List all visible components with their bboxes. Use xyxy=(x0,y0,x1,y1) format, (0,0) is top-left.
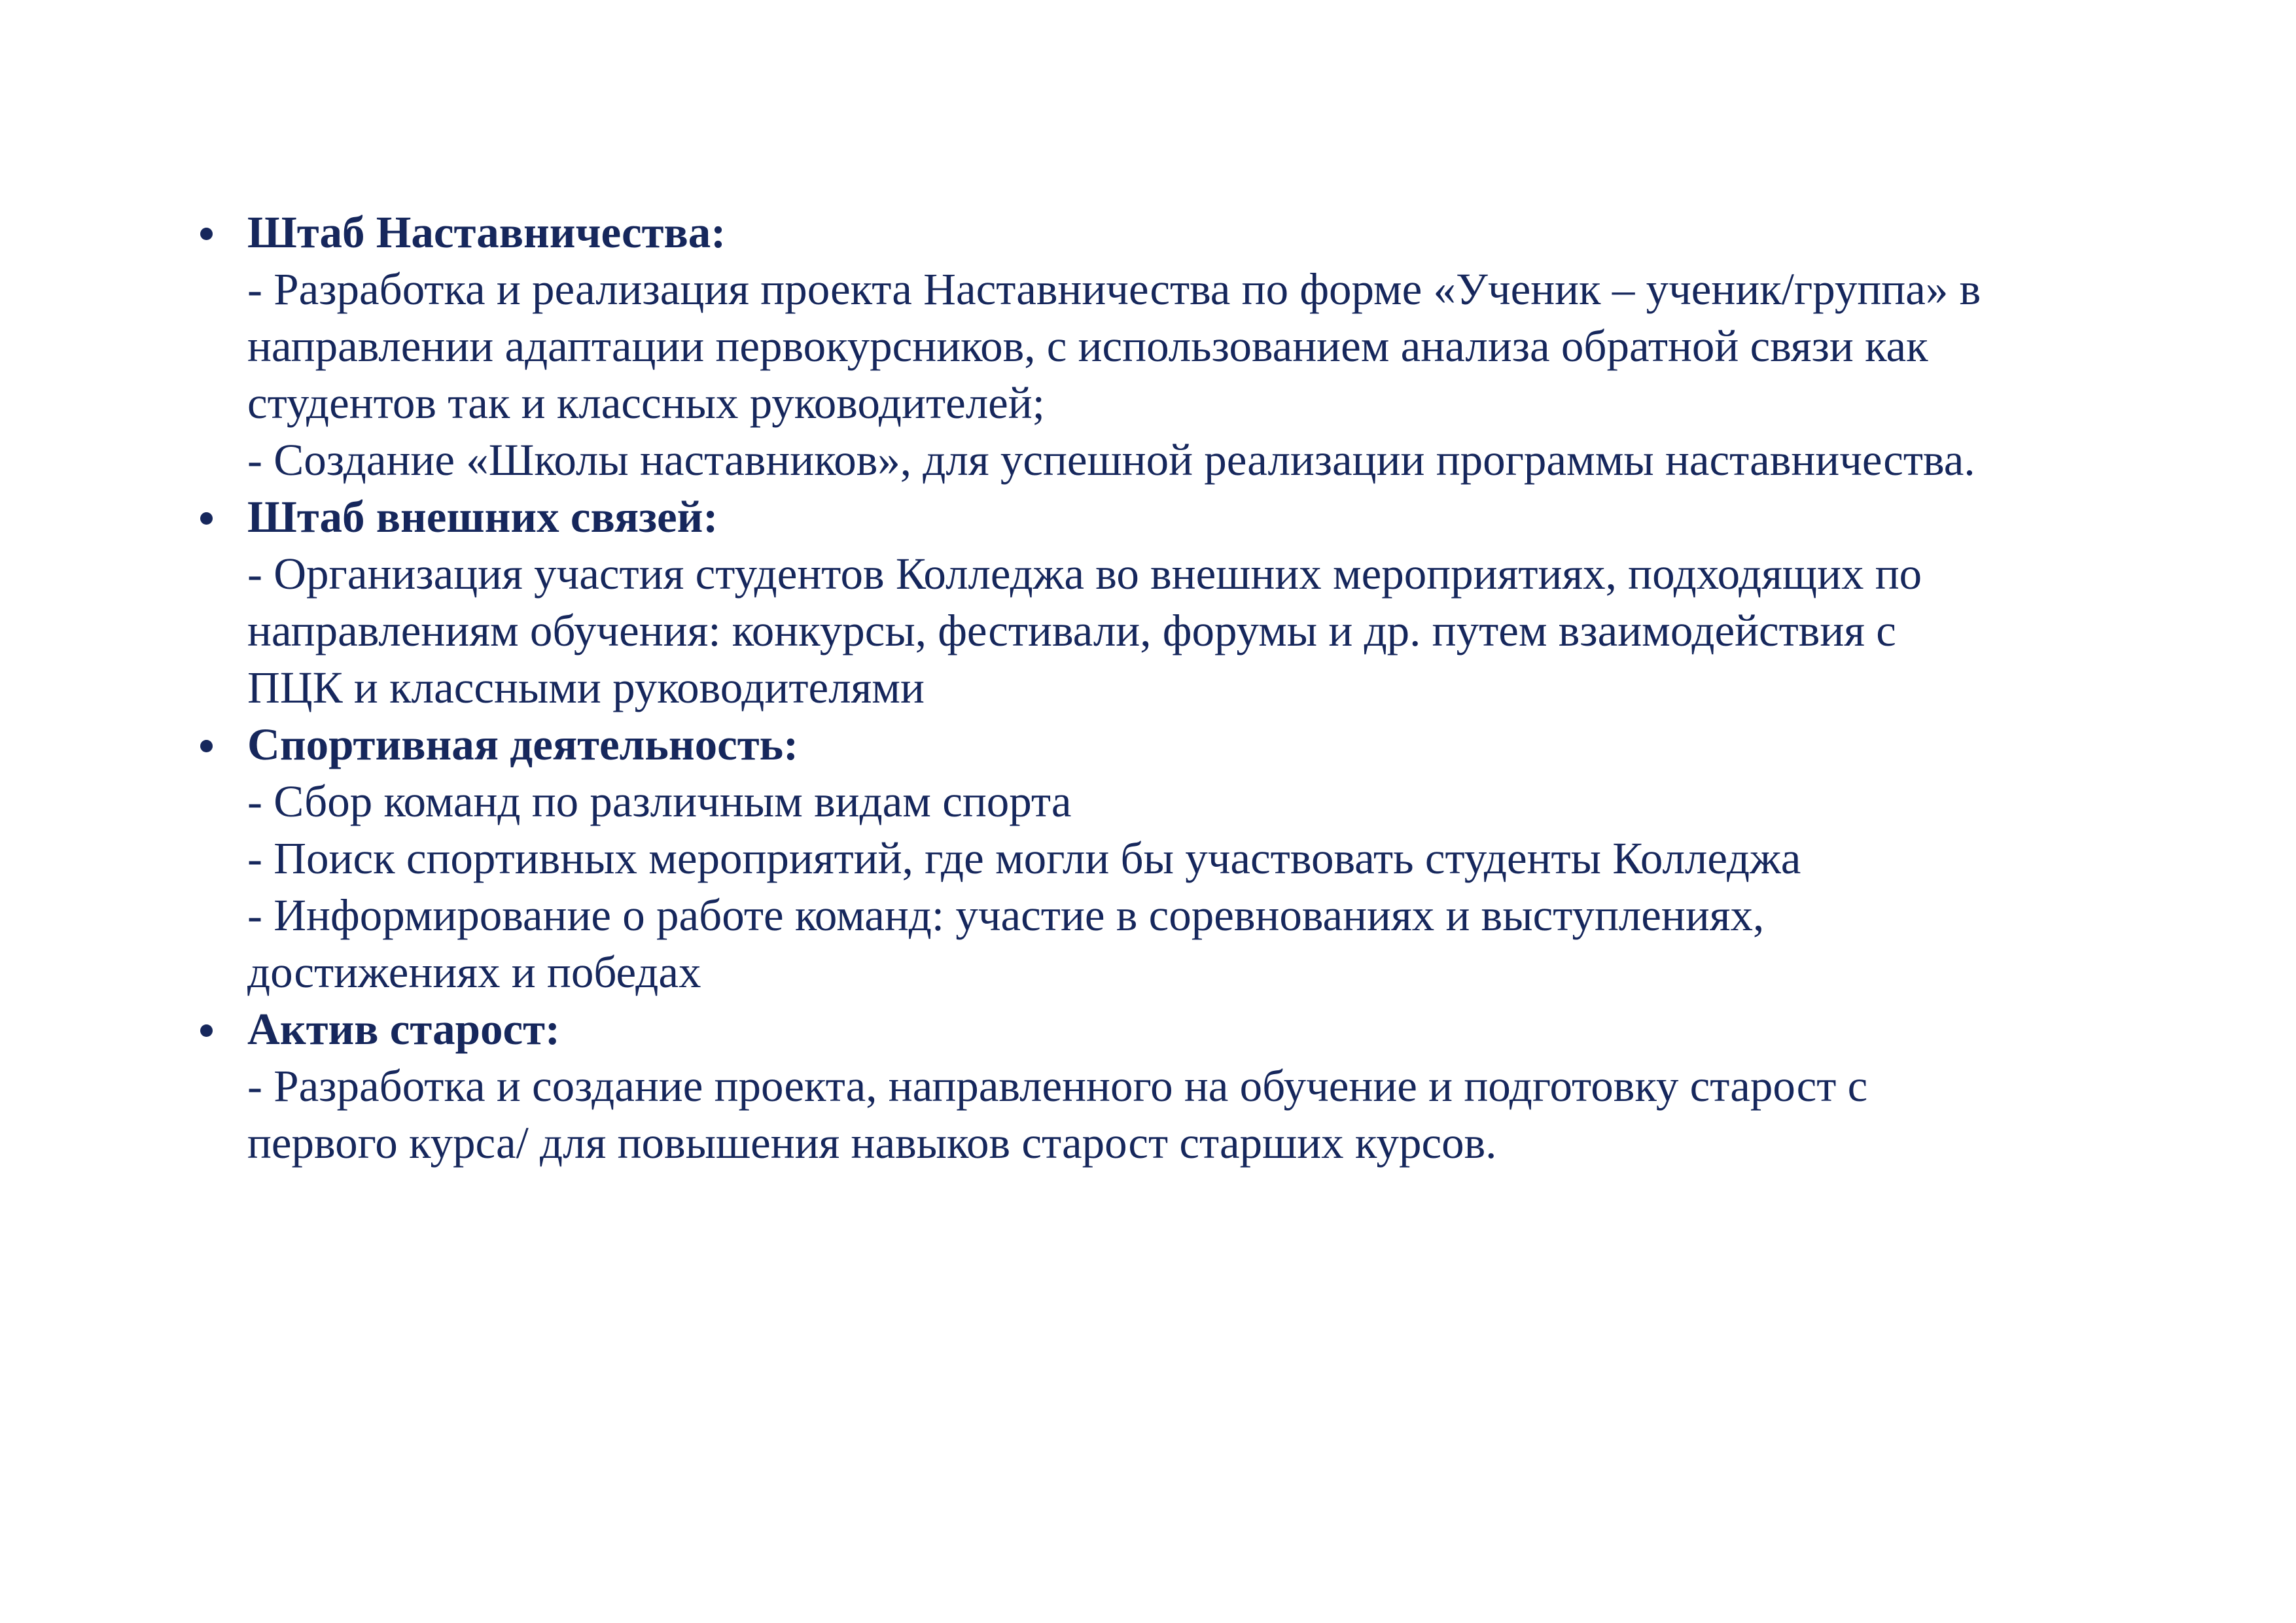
bullet-icon xyxy=(200,1024,213,1037)
bullet-icon xyxy=(200,512,213,525)
bullet-icon xyxy=(200,228,213,240)
section-title: Спортивная деятельность: xyxy=(247,720,799,769)
section-line: первого курса/ для повышения навыков старост старших курсов. xyxy=(247,1118,1497,1168)
section-title: Актив старост: xyxy=(247,1004,560,1054)
section-title: Штаб Наставничества: xyxy=(247,207,726,257)
bullet-icon xyxy=(200,740,213,752)
section-line: - Создание «Школы наставников», для успешной реализации программы наставничества. xyxy=(247,435,1975,485)
section-title: Штаб внешних связей: xyxy=(247,492,718,542)
list-item-mentoring-hq xyxy=(247,204,2178,489)
section-line: направлениям обучения: конкурсы, фестивали, форумы и др. путем взаимодействия с xyxy=(247,606,1896,655)
section-line: - Поиск спортивных мероприятий, где могли бы участвовать студенты Колледжа xyxy=(247,833,1801,883)
section-line: - Организация участия студентов Колледжа во внешних мероприятиях, подходящих по xyxy=(247,549,1922,599)
list-item-headmen-council xyxy=(247,1001,2178,1172)
bulleted-list xyxy=(247,204,2178,1172)
section-line: - Сбор команд по различным видам спорта xyxy=(247,777,1072,826)
section-line: достижениях и победах xyxy=(247,947,701,997)
section-line: студентов так и классных руководителей; xyxy=(247,378,1045,428)
section-line: - Информирование о работе команд: участие в соревнованиях и выступлениях, xyxy=(247,890,1765,940)
list-item-sports-activity xyxy=(247,716,2178,1001)
section-line: направлении адаптации первокурсников, с использованием анализа обратной связи как xyxy=(247,321,1928,371)
section-line: ПЦК и классными руководителями xyxy=(247,663,925,712)
section-line: - Разработка и реализация проекта Наставничества по форме «Ученик – ученик/группа» в xyxy=(247,264,1981,314)
section-line: - Разработка и создание проекта, направленного на обучение и подготовку старост с xyxy=(247,1061,1868,1111)
list-item-external-relations-hq xyxy=(247,489,2178,716)
